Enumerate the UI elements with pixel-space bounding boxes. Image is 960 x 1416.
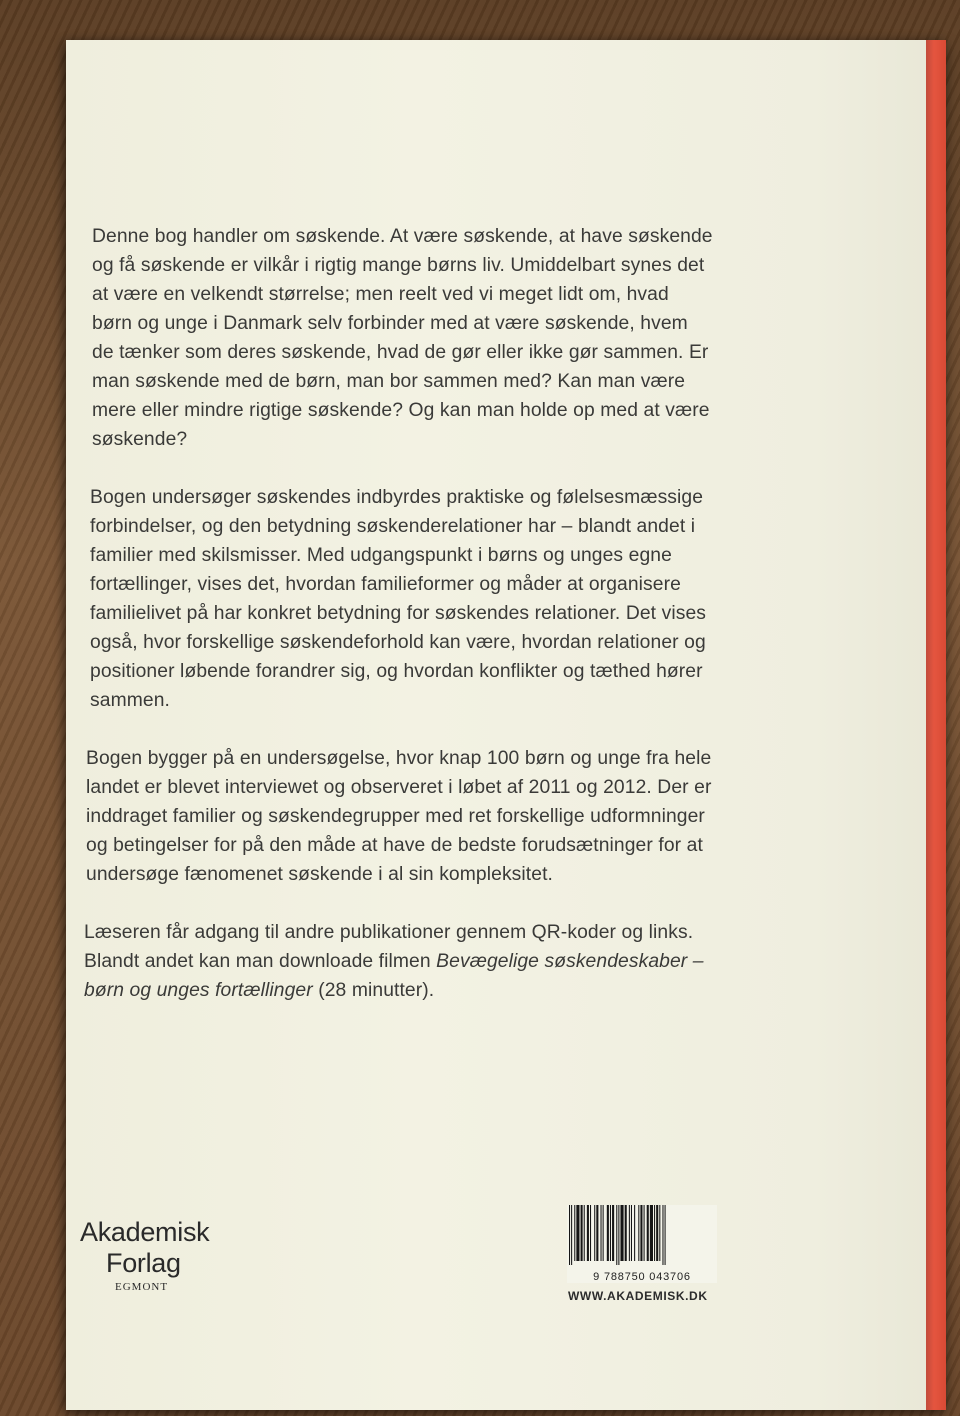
blurb-paragraph-3: Bogen bygger på en undersøgelse, hvor knap 100 børn og unge fra hele landet er blevet interviewet og observeret i løbet af 2011 og 2012. Der er inddraget familier og søskendegrupper med ret forskellige udformninger og betingelser for på den måde at have de bedste forudsætninger for at undersøge fænomenet søskende i al sin kompleksitet. [86, 748, 712, 885]
barcode-bars [567, 1205, 717, 1265]
barcode-bar [631, 1205, 632, 1261]
red-spine-edge [926, 40, 946, 1410]
publisher-name [80, 1217, 209, 1279]
publisher-group: EGMONT [115, 1281, 169, 1293]
publisher-website: WWW.AKADEMISK.DK [568, 1289, 708, 1303]
barcode-bar [662, 1205, 663, 1265]
barcode-bar [629, 1205, 630, 1261]
barcode-bar [569, 1205, 570, 1265]
barcode [567, 1205, 717, 1283]
barcode-bar [638, 1205, 639, 1261]
barcode-bar [587, 1205, 589, 1261]
blurb-paragraph-4-text: Læseren får adgang til andre publikationer gennem QR-koder og links. Blandt andet kan man downloade filmen [84, 922, 694, 972]
blurb-paragraph-4 [84, 918, 734, 1005]
blurb-paragraph-1: Denne bog handler om søskende. At være søskende, at have søskende og få søskende er vilkår i rigtig mange børns liv. Umiddelbart synes det at være en velkendt størrelse; men reelt ved vi meget lidt om, hvad børn og unge i Danmark selv forbinder med at være søskende, hvem de tænker som deres søskende, hvad de gør eller ikke gør sammen. Er man søskende med de børn, man bor sammen med? Kan man være mere eller mindre rigtige søskende? Og kan man holde op med at være søskende? [92, 226, 713, 450]
barcode-bar [618, 1205, 619, 1265]
barcode-bar [650, 1205, 653, 1261]
barcode-bar [640, 1205, 642, 1261]
barcode-bar [581, 1205, 583, 1261]
blurb-paragraph-2: Bogen undersøger søskendes indbyrdes praktiske og følelsesmæssige forbindelser, og den betydning søskenderelationer har – blandt andet i familier med skilsmisser. Med udgangspunkt i børns og unges egne fortællinger, vises det, hvordan familieformer og måder at organisere familielivet på har konkret betydning for søskendes relationer. Det vises også, hvor forskellige søskendeforhold kan være, hvordan relationer og positioner løbende forandrer sig, og hvordan konflikter og tæthed hører sammen. [90, 487, 707, 711]
barcode-bar [659, 1205, 660, 1261]
film-duration: (28 minutter). [312, 980, 435, 1001]
barcode-bar [584, 1205, 585, 1261]
barcode-bar [590, 1205, 591, 1261]
barcode-bar [665, 1205, 666, 1265]
barcode-bar [576, 1205, 579, 1261]
barcode-bar [596, 1205, 598, 1261]
barcode-bar [634, 1205, 635, 1261]
publisher-name-line-2: Forlag [106, 1248, 181, 1278]
barcode-bar [625, 1205, 627, 1261]
film-title: Bevægelige søskendeskaber – børn og unges fortællinger [84, 951, 704, 1001]
isbn-number: 9 788750 043706 [593, 1271, 691, 1283]
back-cover-blurb [84, 222, 732, 1034]
barcode-bar [616, 1205, 617, 1265]
barcode-bar [594, 1205, 595, 1261]
barcode-bar [644, 1205, 645, 1261]
barcode-bar [607, 1205, 609, 1261]
publisher-logo [80, 1217, 209, 1293]
barcode-bar [571, 1205, 572, 1265]
barcode-bar [612, 1205, 614, 1261]
barcode-bar [601, 1205, 602, 1261]
barcode-bar [647, 1205, 649, 1261]
barcode-bar [656, 1205, 658, 1261]
barcode-bar [610, 1205, 611, 1261]
barcode-bar [654, 1205, 655, 1261]
barcode-bar [620, 1205, 623, 1261]
barcode-bar [603, 1205, 604, 1261]
publisher-name-line-1: Akademisk [80, 1217, 210, 1247]
barcode-bar [574, 1205, 575, 1261]
